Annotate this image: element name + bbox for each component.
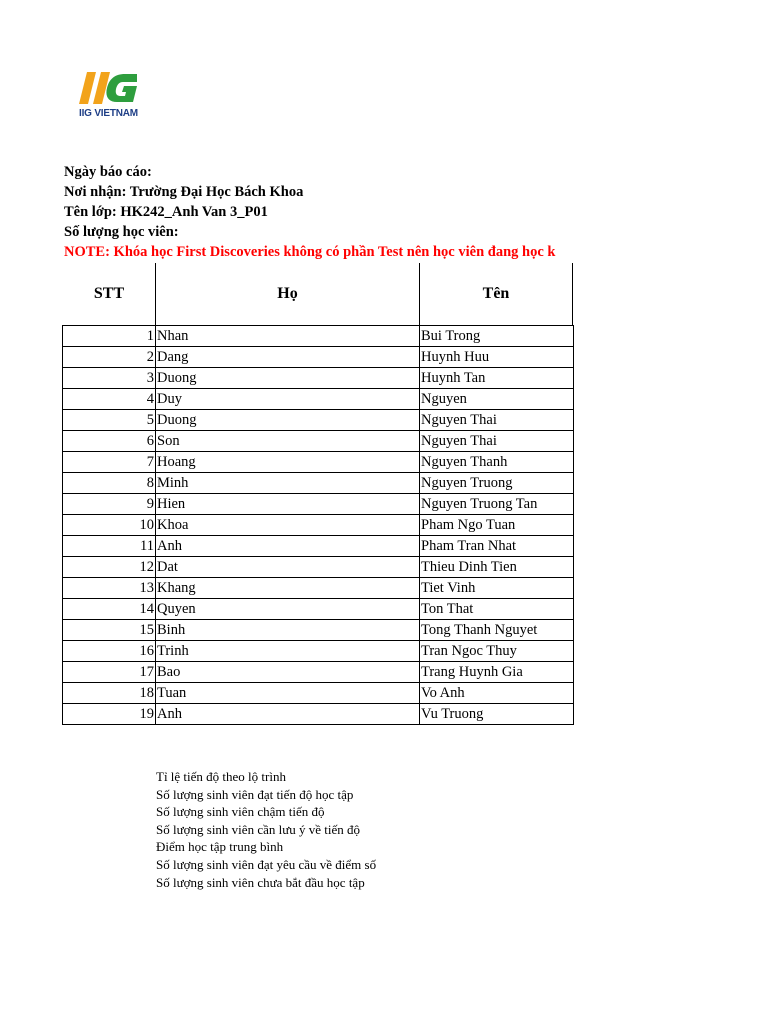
table-row <box>63 368 574 389</box>
report-class-label: Tên lớp: HK242_Anh Van 3_P01 <box>64 204 268 220</box>
table-row <box>63 704 574 725</box>
header-divider-1 <box>155 263 156 325</box>
cell-stt: 6 <box>63 431 156 452</box>
cell-ho: Hien <box>156 494 420 515</box>
summary-item: Tỉ lệ tiến độ theo lộ trình <box>156 769 286 784</box>
cell-stt: 1 <box>63 326 156 347</box>
summary-item: Số lượng sinh viên chậm tiến độ <box>156 804 325 820</box>
summary-item: Điểm học tập trung bình <box>156 839 284 855</box>
header-ho: Họ <box>277 284 298 302</box>
table-row <box>63 410 574 431</box>
cell-ten: Tong Thanh Nguyet <box>420 620 574 641</box>
cell-ho: Trinh <box>156 641 420 662</box>
cell-stt: 4 <box>63 389 156 410</box>
report-date-label: Ngày báo cáo: <box>64 164 152 180</box>
summary-item: Số lượng sinh viên chưa bắt đầu học tập <box>156 874 365 890</box>
cell-stt: 3 <box>63 368 156 389</box>
cell-ten: Huynh Huu <box>420 347 574 368</box>
cell-stt: 7 <box>63 452 156 473</box>
cell-ten: Nguyen Thanh <box>420 452 574 473</box>
cell-ten: Trang Huynh Gia <box>420 662 574 683</box>
cell-ho: Quyen <box>156 599 420 620</box>
table-row <box>63 557 574 578</box>
cell-stt: 11 <box>63 536 156 557</box>
header-stt: STT <box>93 284 125 302</box>
report-count-label: Số lượng học viên: <box>64 224 179 240</box>
cell-stt: 17 <box>63 662 156 683</box>
cell-ho: Anh <box>156 704 420 725</box>
cell-stt: 18 <box>63 683 156 704</box>
cell-stt: 5 <box>63 410 156 431</box>
cell-ten: Nguyen Thai <box>420 431 574 452</box>
student-table-body <box>63 326 574 725</box>
report-note: NOTE: Khóa học First Discoveries không có phần Test nên học viên đang học k <box>64 244 556 260</box>
table-row <box>63 599 574 620</box>
cell-ho: Khoa <box>156 515 420 536</box>
cell-ten: Nguyen Truong <box>420 473 574 494</box>
header-divider-2 <box>419 263 420 325</box>
cell-ho: Khang <box>156 578 420 599</box>
summary-item: Số lượng sinh viên cần lưu ý về tiến độ <box>156 821 361 837</box>
cell-stt: 19 <box>63 704 156 725</box>
cell-stt: 14 <box>63 599 156 620</box>
table-row <box>63 536 574 557</box>
cell-stt: 13 <box>63 578 156 599</box>
cell-ho: Nhan <box>156 326 420 347</box>
cell-ho: Duong <box>156 410 420 431</box>
table-row <box>63 473 574 494</box>
iig-logo-icon <box>79 70 143 106</box>
cell-stt: 15 <box>63 620 156 641</box>
summary-item: Số lượng sinh viên đạt yêu cầu về điểm số <box>156 856 377 872</box>
cell-stt: 8 <box>63 473 156 494</box>
summary-item: Số lượng sinh viên đạt tiến độ học tập <box>156 786 354 802</box>
header-divider-3 <box>572 263 573 325</box>
table-row <box>63 326 574 347</box>
table-row <box>63 452 574 473</box>
cell-ho: Minh <box>156 473 420 494</box>
cell-ho: Duong <box>156 368 420 389</box>
cell-ten: Bui Trong <box>420 326 574 347</box>
iig-vietnam-logo <box>79 70 149 122</box>
cell-stt: 16 <box>63 641 156 662</box>
summary-list <box>156 768 376 891</box>
table-row <box>63 431 574 452</box>
student-table <box>62 325 574 725</box>
table-row <box>63 662 574 683</box>
table-row <box>63 347 574 368</box>
cell-ten: Tiet Vinh <box>420 578 574 599</box>
cell-ten: Thieu Dinh Tien <box>420 557 574 578</box>
table-row <box>63 620 574 641</box>
table-row <box>63 494 574 515</box>
cell-ten: Huynh Tan <box>420 368 574 389</box>
report-info <box>64 162 303 242</box>
cell-ten: Vo Anh <box>420 683 574 704</box>
header-ten: Tên <box>482 284 510 302</box>
cell-stt: 2 <box>63 347 156 368</box>
cell-ho: Dang <box>156 347 420 368</box>
cell-ten: Ton That <box>420 599 574 620</box>
table-row <box>63 578 574 599</box>
cell-ten: Vu Truong <box>420 704 574 725</box>
cell-ho: Hoang <box>156 452 420 473</box>
cell-stt: 10 <box>63 515 156 536</box>
cell-ho: Binh <box>156 620 420 641</box>
cell-ho: Tuan <box>156 683 420 704</box>
table-row <box>63 389 574 410</box>
table-row <box>63 641 574 662</box>
report-recipient-label: Nơi nhận: Trường Đại Học Bách Khoa <box>64 184 304 200</box>
cell-ten: Nguyen Truong Tan <box>420 494 574 515</box>
cell-ho: Bao <box>156 662 420 683</box>
cell-ho: Son <box>156 431 420 452</box>
cell-stt: 12 <box>63 557 156 578</box>
table-row <box>63 515 574 536</box>
table-row <box>63 683 574 704</box>
cell-ho: Duy <box>156 389 420 410</box>
cell-ten: Tran Ngoc Thuy <box>420 641 574 662</box>
cell-ten: Pham Tran Nhat <box>420 536 574 557</box>
cell-ten: Nguyen Thai <box>420 410 574 431</box>
cell-ho: Dat <box>156 557 420 578</box>
cell-stt: 9 <box>63 494 156 515</box>
cell-ten: Pham Ngo Tuan <box>420 515 574 536</box>
cell-ten: Nguyen <box>420 389 574 410</box>
logo-wordmark: IIG VIETNAM <box>79 108 138 119</box>
cell-ho: Anh <box>156 536 420 557</box>
